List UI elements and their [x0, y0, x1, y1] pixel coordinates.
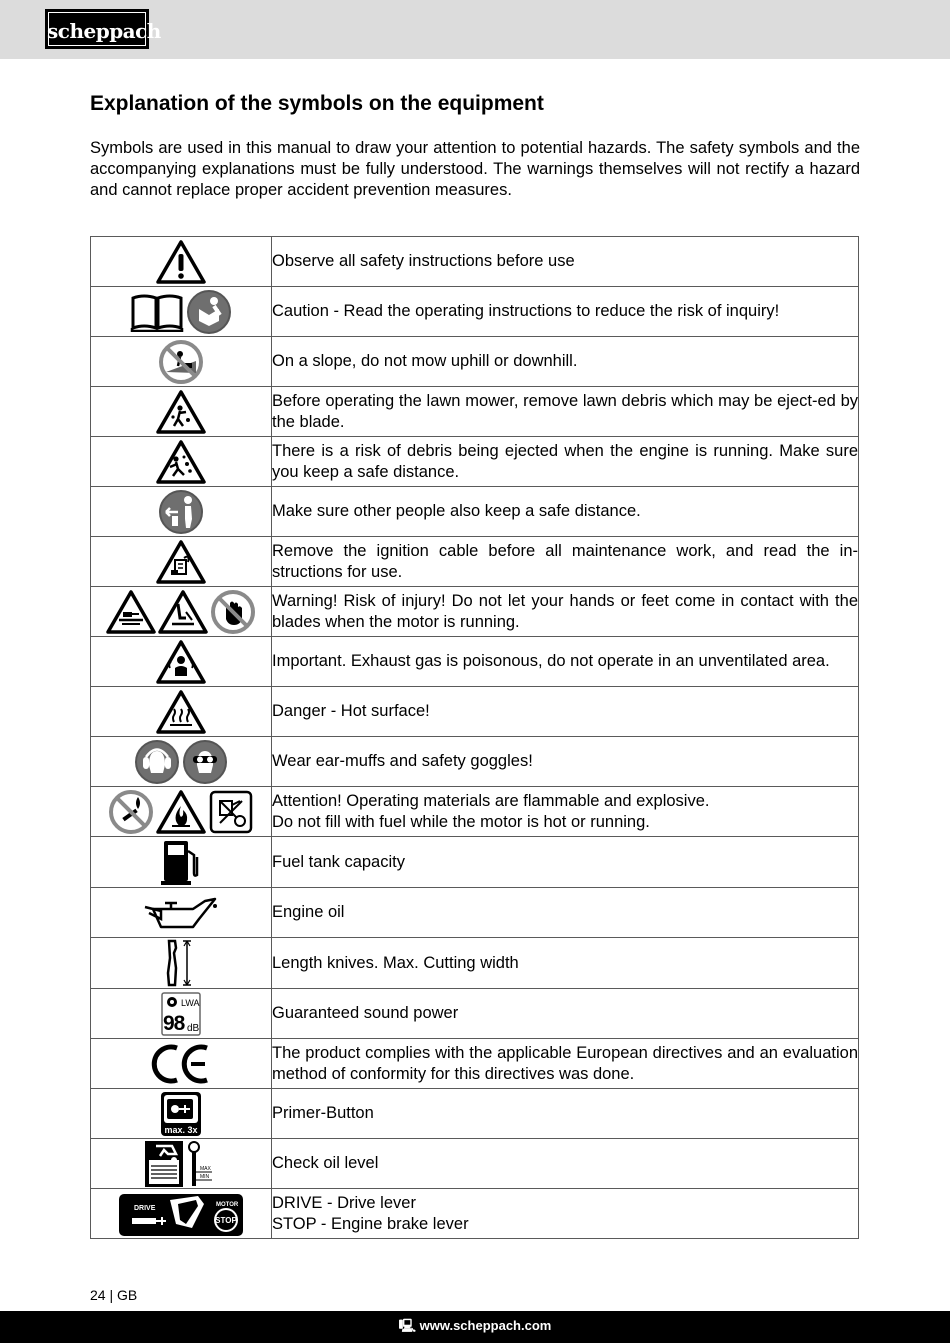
drive-label: DRIVE	[134, 1204, 156, 1212]
symbol-description	[272, 737, 859, 787]
symbol-row	[91, 737, 859, 787]
symbol-description	[272, 1189, 859, 1239]
symbol-row	[91, 1039, 859, 1089]
page-number: 24 | GB	[90, 1287, 138, 1303]
symbol-icon-cell	[91, 787, 272, 837]
page-title: Explanation of the symbols on the equipment	[90, 92, 544, 115]
symbol-row	[91, 487, 859, 537]
blade-foot-warning-icon	[158, 590, 208, 634]
dipstick-icon	[186, 1140, 218, 1188]
symbol-icon-cell	[91, 387, 272, 437]
description-line: Important. Exhaust gas is poisonous, do not operate in an unventilated area.	[272, 652, 830, 670]
warning-exclamation-icon	[156, 240, 206, 284]
description-line: The product complies with the applicable European directives and an evaluation method of conformity for this directives was done.	[272, 1043, 858, 1083]
ignition-cable-warning-icon	[156, 540, 206, 584]
symbol-description	[272, 487, 859, 537]
thrown-objects-warning-icon	[156, 440, 206, 484]
symbol-row	[91, 587, 859, 637]
oil-can-icon	[143, 895, 219, 931]
intro-paragraph: Symbols are used in this manual to draw your attention to potential hazards. The safety symbols and the accompanying explanations must be fully understood. The warnings themselves will not rectify a hazard and cannot replace proper accident prevention measures.	[90, 139, 860, 199]
symbol-icon-cell	[91, 1189, 272, 1239]
sound-power-icon	[161, 992, 201, 1036]
symbol-description	[272, 1139, 859, 1189]
sound-unit-label: dB	[187, 1022, 200, 1034]
symbol-description	[272, 637, 859, 687]
symbol-icon-cell	[91, 737, 272, 787]
symbol-description	[272, 687, 859, 737]
description-line: Length knives. Max. Cutting width	[272, 953, 519, 972]
no-open-flame-icon	[108, 789, 154, 835]
symbol-icon-cell	[91, 287, 272, 337]
symbol-description	[272, 287, 859, 337]
footer-bar	[0, 1311, 950, 1343]
symbol-icon-cell	[91, 1139, 272, 1189]
symbol-row	[91, 337, 859, 387]
symbol-description	[272, 837, 859, 888]
symbol-description	[272, 1039, 859, 1089]
website-link[interactable]: www.scheppach.com	[419, 1318, 552, 1333]
symbol-row	[91, 237, 859, 287]
description-line: STOP - Engine brake lever	[272, 1214, 469, 1233]
dipstick-max-label: MAX	[200, 1165, 211, 1172]
description-line: Make sure other people also keep a safe distance.	[272, 502, 641, 520]
symbol-icon-cell	[91, 487, 272, 537]
primer-button-icon	[160, 1091, 202, 1137]
description-line: Guaranteed sound power	[272, 1004, 459, 1022]
symbol-description	[272, 337, 859, 387]
symbol-icon-cell	[91, 587, 272, 637]
description-line: Attention! Operating materials are flammable and explosive.	[272, 791, 710, 810]
debris-ejection-warning-icon	[156, 390, 206, 434]
description-line: Warning! Risk of injury! Do not let your hands or feet come in contact with the blades when the motor is running.	[272, 591, 858, 631]
symbol-icon-cell	[91, 888, 272, 938]
description-line: Wear ear-muffs and safety goggles!	[272, 752, 533, 770]
symbol-row	[91, 537, 859, 587]
flammable-warning-icon	[156, 790, 206, 834]
symbol-row	[91, 989, 859, 1039]
symbols-table	[90, 236, 859, 1239]
symbol-row	[91, 837, 859, 888]
symbol-icon-cell	[91, 1089, 272, 1139]
symbol-icon-cell	[91, 437, 272, 487]
symbol-row	[91, 1089, 859, 1139]
sound-value-label: 98	[163, 1011, 185, 1035]
sound-lwa-label: LWA	[181, 997, 200, 1008]
no-slope-mowing-icon	[158, 339, 204, 385]
symbol-icon-cell	[91, 237, 272, 287]
description-line: DRIVE - Drive lever	[272, 1193, 416, 1212]
symbol-icon-cell	[91, 938, 272, 989]
symbol-description	[272, 437, 859, 487]
symbol-row	[91, 888, 859, 938]
symbol-row	[91, 437, 859, 487]
blade-hand-warning-icon	[106, 590, 156, 634]
description-line: On a slope, do not mow uphill or downhill.	[272, 352, 578, 370]
symbol-icon-cell	[91, 837, 272, 888]
symbol-row	[91, 787, 859, 837]
drive-stop-lever-icon	[118, 1190, 244, 1238]
symbol-icon-cell	[91, 687, 272, 737]
description-line: Before operating the lawn mower, remove lawn debris which may be eject-ed by the blade.	[272, 391, 858, 431]
symbol-row	[91, 687, 859, 737]
stop-label: STOP	[215, 1215, 237, 1225]
header-bar	[0, 0, 950, 59]
symbol-description	[272, 387, 859, 437]
manual-book-icon	[130, 292, 184, 332]
motor-label: MOTOR	[216, 1201, 239, 1208]
symbol-description	[272, 989, 859, 1039]
no-refuel-hot-icon	[208, 789, 254, 835]
description-line: Remove the ignition cable before all maintenance work, and read the in-structions for use.	[272, 541, 858, 581]
brand-logo: scheppach	[45, 9, 149, 49]
eye-protection-icon	[182, 739, 228, 785]
description-line: Observe all safety instructions before use	[272, 252, 575, 270]
description-line: Do not fill with fuel while the motor is hot or running.	[272, 812, 650, 831]
symbol-description	[272, 938, 859, 989]
description-line: Engine oil	[272, 903, 345, 921]
description-line: There is a risk of debris being ejected when the engine is running. Make sure you keep a safe distance.	[272, 441, 858, 481]
read-manual-icon	[186, 289, 232, 335]
symbol-row	[91, 387, 859, 437]
description-line: Primer-Button	[272, 1104, 374, 1122]
fuel-pump-icon	[158, 837, 204, 887]
dipstick-min-label: MIN	[200, 1173, 210, 1180]
symbol-icon-cell	[91, 989, 272, 1039]
symbol-row	[91, 287, 859, 337]
symbol-row	[91, 637, 859, 687]
hot-surface-warning-icon	[156, 690, 206, 734]
blade-length-icon	[161, 938, 201, 988]
no-hands-icon	[210, 589, 256, 635]
ear-protection-icon	[134, 739, 180, 785]
primer-max-label: max. 3x	[164, 1124, 198, 1135]
symbol-description	[272, 237, 859, 287]
symbol-icon-cell	[91, 637, 272, 687]
symbol-icon-cell	[91, 537, 272, 587]
symbol-description	[272, 537, 859, 587]
symbol-row	[91, 1189, 859, 1239]
description-line: Fuel tank capacity	[272, 852, 405, 871]
symbol-row	[91, 938, 859, 989]
symbol-icon-cell	[91, 1039, 272, 1089]
computer-icon: 🖳	[398, 1318, 416, 1333]
symbol-row	[91, 1139, 859, 1189]
ce-mark-icon	[151, 1042, 211, 1086]
description-line: Check oil level	[272, 1154, 379, 1172]
oil-level-check-icon	[144, 1140, 184, 1188]
symbol-description	[272, 787, 859, 837]
keep-distance-icon	[158, 489, 204, 535]
toxic-fumes-warning-icon	[156, 640, 206, 684]
symbol-icon-cell	[91, 337, 272, 387]
description-line: Caution - Read the operating instructions to reduce the risk of inquiry!	[272, 302, 780, 320]
symbol-description	[272, 587, 859, 637]
symbol-description	[272, 1089, 859, 1139]
symbol-description	[272, 888, 859, 938]
description-line: Danger - Hot surface!	[272, 702, 430, 720]
